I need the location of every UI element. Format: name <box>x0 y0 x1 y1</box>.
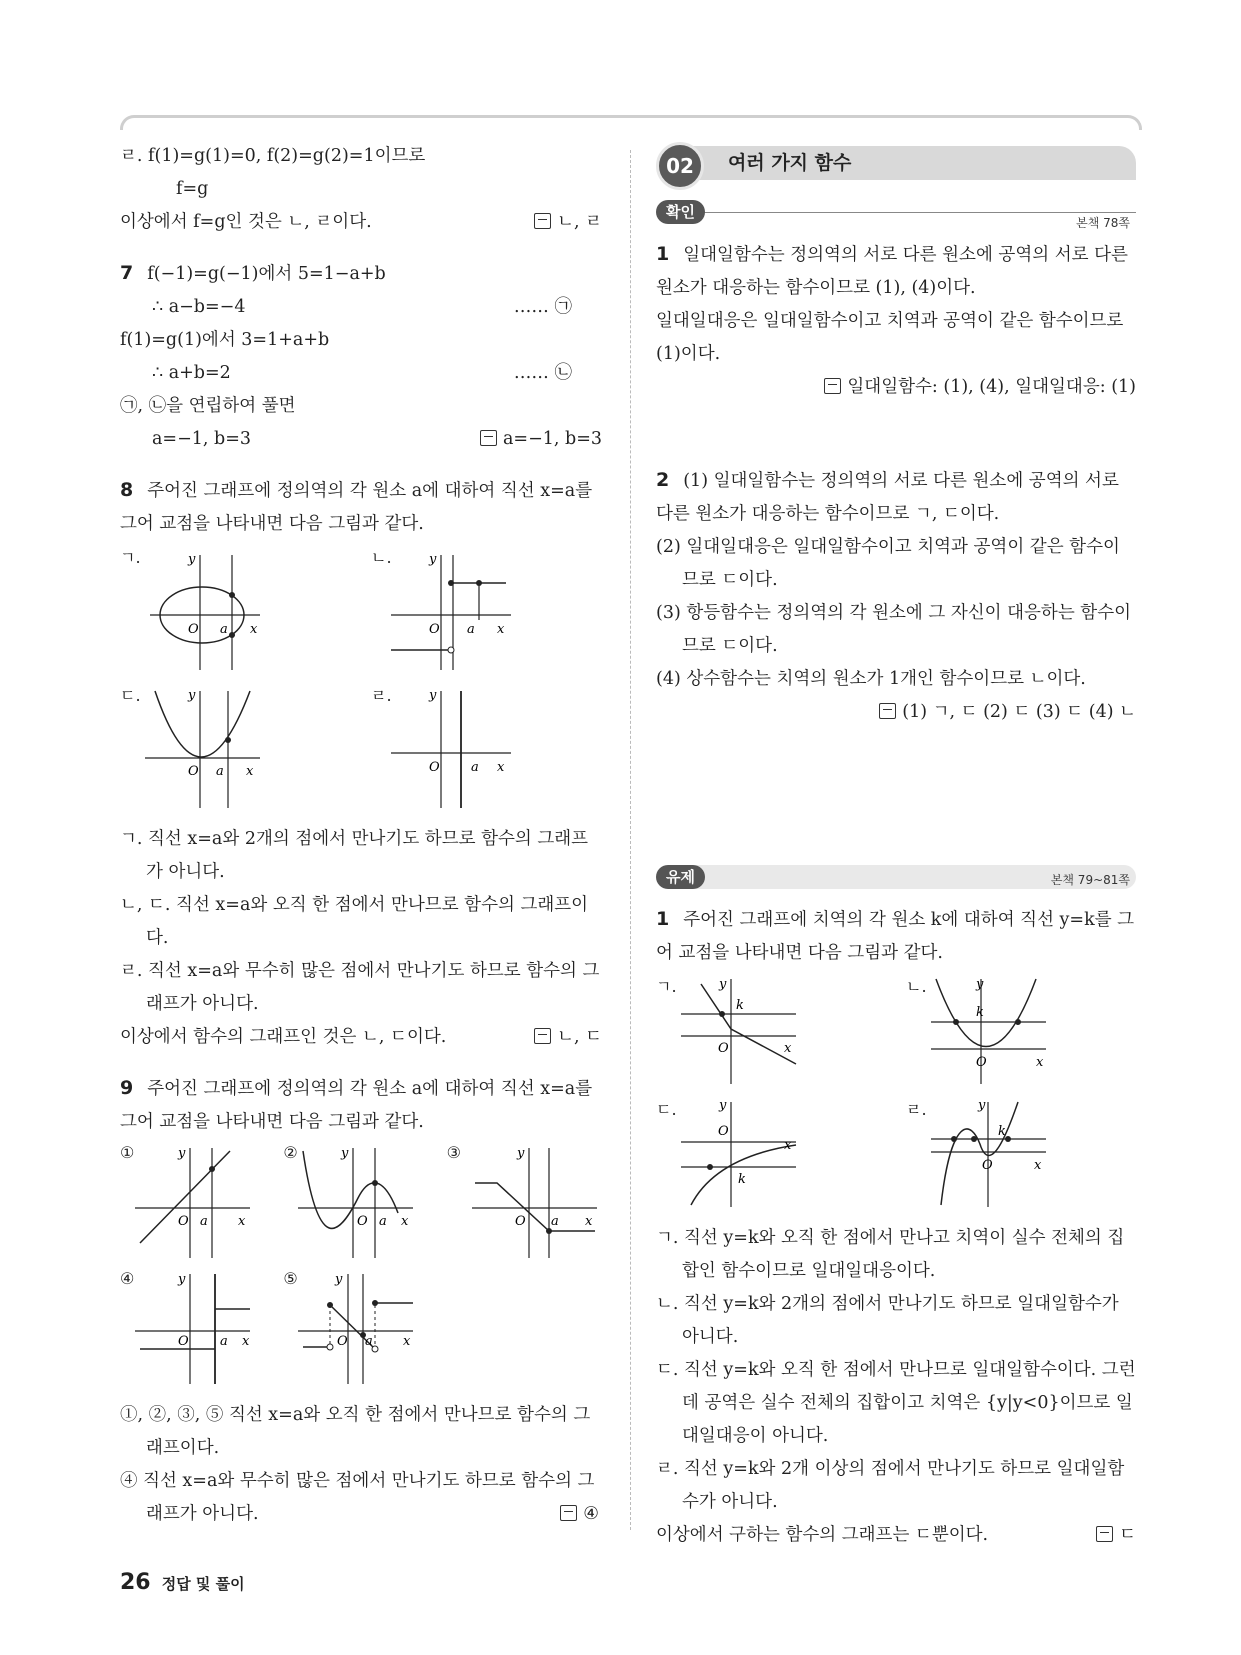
svg-text:x: x <box>250 622 258 637</box>
spacer <box>120 1054 602 1072</box>
e1-graph-d <box>906 1097 1136 1212</box>
parabola-k-graph <box>906 974 1136 1089</box>
p8-graph-d <box>371 683 602 813</box>
svg-text:k: k <box>738 1172 746 1187</box>
ellipse-graph <box>120 545 350 675</box>
p7-line1 <box>120 257 602 291</box>
cubic-graph <box>283 1143 438 1263</box>
svg-text:y: y <box>429 552 437 567</box>
page-footer <box>120 1570 245 1595</box>
svg-text:a: a <box>220 622 228 637</box>
graph-label: ㄹ. <box>906 1100 927 1119</box>
graph-label: ㄱ. <box>120 548 141 567</box>
c2-line1 <box>656 464 1136 531</box>
vertical-segment-graph <box>120 1269 275 1389</box>
svg-text:x: x <box>403 1334 411 1349</box>
svg-text:O: O <box>357 1214 368 1229</box>
c2-answer <box>656 696 1136 729</box>
svg-text:x: x <box>246 764 254 779</box>
svg-text:O: O <box>188 764 199 779</box>
p9-graph-1 <box>120 1143 275 1263</box>
check-ref: 본책 78쪽 <box>1076 216 1130 230</box>
p8-graph-b <box>371 545 602 675</box>
p8-line4-text: 이상에서 함수의 그래프인 것은 ㄴ, ㄷ이다. <box>120 1027 447 1047</box>
svg-text:O: O <box>982 1158 993 1173</box>
section-title: 여러 가지 함수 <box>728 152 852 174</box>
e1-answer <box>1096 1519 1136 1552</box>
graph-label: ② <box>283 1143 298 1162</box>
p6-line2: f=g <box>176 179 209 199</box>
e1-line2: ㄴ. 직선 y=k와 2개의 점에서 만나기도 하므로 일대일함수가 아니다. <box>656 1294 1119 1347</box>
svg-text:O: O <box>188 622 199 637</box>
p9-intro-text: 주어진 그래프에 정의역의 각 원소 a에 대하여 직선 x=a를 그어 교점을 나타내면 다음 그림과 같다. <box>120 1079 593 1132</box>
svg-text:y: y <box>719 977 727 992</box>
svg-text:x: x <box>238 1214 246 1229</box>
e1-intro <box>656 903 1136 970</box>
problem-number: 8 <box>120 479 134 501</box>
c2-line2: (2) 일대일대응은 일대일함수이고 치역과 공역이 같은 함수이므로 ㄷ이다. <box>656 537 1120 590</box>
p8-answer <box>534 1021 602 1054</box>
c1-line1-text: 일대일함수는 정의역의 서로 다른 원소에 공역의 서로 다른 원소가 대응하는 함수이므로 (1), (4)이다. <box>656 245 1128 298</box>
svg-text:a: a <box>200 1214 208 1229</box>
p9-line2-text: ④ 직선 x=a와 무수히 많은 점에서 만나기도 하므로 함수의 그래프가 아니다. <box>120 1471 595 1524</box>
e1-line4: ㄹ. 직선 y=k와 2개 이상의 점에서 만나기도 하므로 일대일함수가 아니다. <box>656 1459 1125 1512</box>
problem-number: 1 <box>656 908 670 930</box>
section-header <box>656 144 1136 184</box>
p8-line4 <box>120 1021 602 1054</box>
p9-answer <box>583 1498 602 1531</box>
problem-number: 2 <box>656 469 670 491</box>
graph-label: ① <box>120 1143 135 1162</box>
column-divider <box>630 150 631 1530</box>
footer-label: 정답 및 풀이 <box>161 1575 245 1593</box>
p8-intro-text: 주어진 그래프에 정의역의 각 원소 a에 대하여 직선 x=a를 그어 교점을 나타내면 다음 그림과 같다. <box>120 481 593 534</box>
e1-line5-text: 이상에서 구하는 함수의 그래프는 ㄷ뿐이다. <box>656 1525 989 1545</box>
svg-text:x: x <box>784 1041 792 1056</box>
svg-text:y: y <box>335 1272 343 1287</box>
problem-number: 7 <box>120 262 134 284</box>
e1-answer-text: ㄷ <box>1119 1525 1136 1545</box>
svg-text:y: y <box>188 552 196 567</box>
svg-text:a: a <box>220 1334 228 1349</box>
p7-mark1: …… ㉠ <box>513 297 572 317</box>
graph-label: ㄱ. <box>656 977 677 996</box>
svg-text:a: a <box>365 1334 374 1349</box>
p7-mark2: …… ㉡ <box>513 363 572 383</box>
answer-icon <box>534 213 551 229</box>
p6-line3 <box>120 206 602 239</box>
svg-text:O: O <box>178 1334 189 1349</box>
svg-text:a: a <box>471 760 479 775</box>
page-number: 26 <box>120 1570 151 1595</box>
svg-text:a: a <box>467 622 475 637</box>
left-column <box>120 140 602 1531</box>
svg-text:x: x <box>1036 1055 1044 1070</box>
jump-graph <box>283 1269 438 1389</box>
linear-graph <box>120 1143 275 1263</box>
p8-intro <box>120 474 602 541</box>
c1-line1 <box>656 238 1136 305</box>
svg-text:y: y <box>178 1146 186 1161</box>
p9-graph-3 <box>447 1143 602 1263</box>
svg-text:y: y <box>978 1098 986 1113</box>
svg-text:O: O <box>718 1041 729 1056</box>
spacer <box>120 456 602 474</box>
graph-label: ㄷ. <box>656 1100 677 1119</box>
check-header <box>656 200 1136 228</box>
example-ref: 본책 79~81쪽 <box>1050 873 1130 887</box>
p9-graph-4 <box>120 1269 275 1389</box>
p7-line4 <box>120 357 602 390</box>
p7-line5: ㉠, ㉡을 연립하여 풀면 <box>120 396 296 416</box>
p7-line1-text: f(−1)=g(−1)에서 5=1−a+b <box>147 264 386 284</box>
svg-text:y: y <box>516 1146 525 1161</box>
answer-icon <box>560 1505 577 1521</box>
p7-line4-text: ∴ a+b=2 <box>152 363 231 383</box>
svg-text:O: O <box>178 1214 189 1229</box>
p6-answer-text: ㄴ, ㄹ <box>557 212 602 232</box>
answer-icon <box>534 1028 551 1044</box>
svg-text:x: x <box>497 622 505 637</box>
p9-answer-text: ④ <box>583 1504 599 1524</box>
p8-line1: ㄱ. 직선 x=a와 2개의 점에서 만나기도 하므로 함수의 그래프가 아니다. <box>120 829 589 882</box>
p6-answer <box>534 206 602 239</box>
e1-line1: ㄱ. 직선 y=k와 오직 한 점에서 만나고 치역이 실수 전체의 집합인 함수이므로 일대일대응이다. <box>656 1228 1125 1281</box>
p8-graph-a <box>120 545 351 675</box>
svg-text:O: O <box>976 1055 987 1070</box>
p9-graph-5 <box>283 1269 438 1389</box>
p8-line2: ㄴ, ㄷ. 직선 x=a와 오직 한 점에서 만나므로 함수의 그래프이다. <box>120 895 589 948</box>
c2-line3: (3) 항등함수는 정의역의 각 원소에 그 자신이 대응하는 함수이므로 ㄷ이다. <box>656 603 1132 656</box>
decreasing-line-graph <box>656 974 886 1089</box>
p7-line2-text: ∴ a−b=−4 <box>152 297 246 317</box>
c1-answer-text: 일대일함수: (1), (4), 일대일대응: (1) <box>847 377 1136 397</box>
e1-graphs <box>656 974 1136 1212</box>
e1-graph-a <box>656 974 886 1089</box>
right-column <box>656 140 1136 1552</box>
answer-icon <box>480 430 497 446</box>
svg-text:x: x <box>1034 1158 1042 1173</box>
p7-answer <box>480 423 602 456</box>
problem-number: 9 <box>120 1077 134 1099</box>
e1-line5 <box>656 1519 1136 1552</box>
p9-graphs <box>120 1143 602 1389</box>
spacer <box>656 404 1136 464</box>
answer-icon <box>824 378 841 394</box>
p8-line3: ㄹ. 직선 x=a와 무수히 많은 점에서 만나기도 하므로 함수의 그래프가 아니다. <box>120 961 600 1014</box>
p9-line2 <box>120 1465 602 1531</box>
p7-line2 <box>120 291 602 324</box>
p7-line6 <box>120 423 602 456</box>
svg-text:O: O <box>429 622 440 637</box>
svg-text:a: a <box>379 1214 388 1229</box>
graph-label: ㄷ. <box>120 686 141 705</box>
graph-label: ㄴ. <box>371 548 392 567</box>
top-frame <box>120 115 1142 130</box>
answer-icon <box>879 703 896 719</box>
svg-text:a: a <box>550 1214 559 1229</box>
p8-answer-text: ㄴ, ㄷ <box>557 1027 602 1047</box>
svg-text:x: x <box>497 760 505 775</box>
graph-label: ③ <box>446 1143 461 1162</box>
svg-text:k: k <box>998 1124 1006 1139</box>
step-graph <box>371 545 601 675</box>
graph-label: ㄹ. <box>371 686 392 705</box>
svg-text:O: O <box>429 760 440 775</box>
example-header <box>656 865 1136 893</box>
vertical-line-graph <box>371 683 601 813</box>
e1-intro-text: 주어진 그래프에 치역의 각 원소 k에 대하여 직선 y=k를 그어 교점을 나타내면 다음 그림과 같다. <box>656 910 1135 963</box>
svg-text:O: O <box>718 1124 729 1139</box>
parabola-graph <box>120 683 350 813</box>
graph-label: ㄴ. <box>906 977 927 996</box>
svg-text:a: a <box>216 764 224 779</box>
section-number: 02 <box>656 142 704 190</box>
c2-line1-text: (1) 일대일함수는 정의역의 서로 다른 원소에 공역의 서로 다른 원소가 대응하는 함수이므로 ㄱ, ㄷ이다. <box>656 471 1119 524</box>
svg-text:k: k <box>736 998 744 1013</box>
svg-text:O: O <box>514 1214 526 1229</box>
svg-text:y: y <box>341 1146 349 1161</box>
p7-line6-text: a=−1, b=3 <box>152 429 252 449</box>
cubic-k-graph <box>906 1097 1136 1212</box>
e1-line3: ㄷ. 직선 y=k와 오직 한 점에서 만나므로 일대일함수이다. 그런데 공역은 실수 전체의 집합이고 치역은 {y|y<0}이므로 일대일대응이 아니다. <box>656 1360 1136 1446</box>
p6-line1: ㄹ. f(1)=g(1)=0, f(2)=g(2)=1이므로 <box>120 146 426 166</box>
p8-graph-c <box>120 683 351 813</box>
log-like-graph <box>656 1097 886 1212</box>
graph-label: ⑤ <box>283 1269 298 1288</box>
p7-line3: f(1)=g(1)에서 3=1+a+b <box>120 330 330 350</box>
e1-graph-c <box>656 1097 886 1212</box>
p6-line3-text: 이상에서 f=g인 것은 ㄴ, ㄹ이다. <box>120 212 372 232</box>
p9-graph-2 <box>283 1143 438 1263</box>
svg-text:y: y <box>178 1272 186 1287</box>
c2-answer-text: (1) ㄱ, ㄷ (2) ㄷ (3) ㄷ (4) ㄴ <box>902 702 1136 722</box>
p7-answer-text: a=−1, b=3 <box>502 429 602 449</box>
p9-line1: ①, ②, ③, ⑤ 직선 x=a와 오직 한 점에서 만나므로 함수의 그래프이다. <box>120 1405 591 1458</box>
p8-graphs <box>120 545 602 813</box>
c1-answer <box>656 371 1136 404</box>
svg-text:x: x <box>242 1334 250 1349</box>
check-header-line <box>696 212 1136 213</box>
svg-text:x: x <box>401 1214 409 1229</box>
answer-icon <box>1096 1526 1113 1542</box>
spacer <box>656 729 1136 849</box>
svg-text:y: y <box>719 1098 727 1113</box>
piecewise-graph <box>447 1143 602 1263</box>
svg-text:O: O <box>337 1334 348 1349</box>
svg-text:y: y <box>188 688 196 703</box>
c1-line2: 일대일대응은 일대일함수이고 치역과 공역이 같은 함수이므로 (1)이다. <box>656 311 1124 364</box>
p9-intro <box>120 1072 602 1139</box>
graph-label: ④ <box>120 1269 135 1288</box>
e1-graph-b <box>906 974 1136 1089</box>
svg-text:y: y <box>429 688 437 703</box>
spacer <box>120 239 602 257</box>
svg-text:k: k <box>976 1005 984 1020</box>
check-label: 확인 <box>656 200 705 224</box>
svg-text:y: y <box>976 977 984 992</box>
problem-number: 1 <box>656 243 670 265</box>
c2-line4: (4) 상수함수는 치역의 원소가 1개인 함수이므로 ㄴ이다. <box>656 669 1086 689</box>
example-label: 유제 <box>656 865 705 889</box>
svg-text:x: x <box>584 1214 592 1229</box>
svg-text:x: x <box>784 1138 792 1153</box>
